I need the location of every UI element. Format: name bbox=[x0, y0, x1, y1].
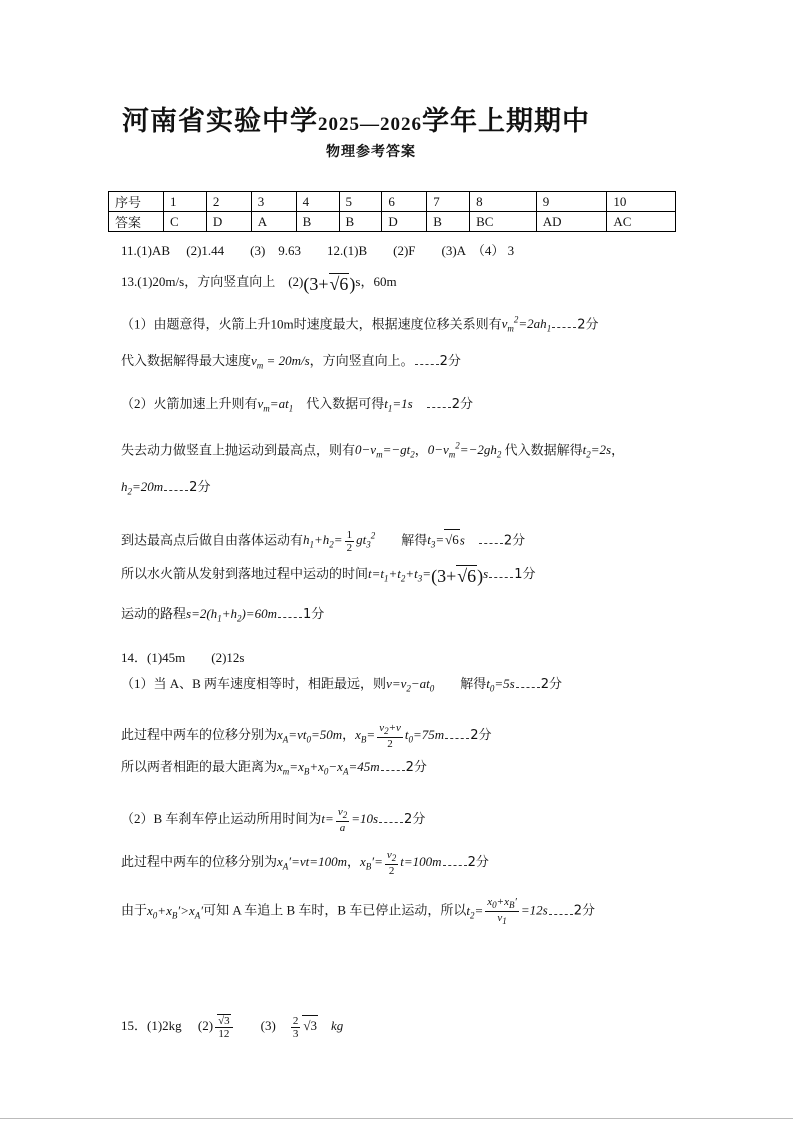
fraction: √ $\frac{3}{12}$ bbox=[215, 1014, 233, 1040]
title-school: 河南省实验中学 bbox=[122, 106, 318, 137]
table-cell: AC bbox=[607, 212, 676, 232]
solution-13-step4: 失去动力做竖直上抛运动到最高点，则有$0-v_m=-gt_2$，$0-v_m^2=-2gh_2$ 代入数据解得$t_2=2s$， bbox=[121, 441, 625, 460]
table-row-number bbox=[109, 192, 676, 212]
solution-14-step4: （2）B 车刹车停止运动所用时间为t= $\frac{v_2}{a}$ =10s 2分 bbox=[121, 806, 426, 835]
step-text: 到达最高点后做自由落体运动有 bbox=[121, 532, 304, 548]
table-cell: 2 bbox=[206, 192, 251, 212]
solution-14-step5: 此过程中两车的位移分别为$x_A'=vt=100m$，$x_B'=$ $\frac{v_2}{2}$ t=100m 2分 bbox=[121, 849, 489, 878]
step-text: 可知 A 车追上 B 车时，B 车已停止运动，所以 bbox=[203, 902, 467, 918]
q13-expr: (3+√ 6) bbox=[303, 274, 355, 294]
table-cell: 5 bbox=[339, 192, 382, 212]
answer-line-14: 14．(1)45m (2)12s bbox=[121, 650, 245, 665]
solution-14-step6: 由于$x_0+x_B'>x_A'$可知 A 车追上 B 车时，B 车已停止运动，所以$t_2=$ $\frac{x_0+x_B'}{v_1}$ =12s 2分 bbox=[121, 896, 595, 927]
page-subtitle: 物理参考答案 bbox=[326, 144, 416, 160]
step-text: 此过程中两车的位移分别为 bbox=[121, 854, 278, 870]
score-mark: 2分 bbox=[405, 760, 427, 775]
answer-line-11-12: 11.(1)AB (2)1.44 (3) 9.63 12.(1)B (2)F (3)A （4） 3 bbox=[121, 243, 515, 258]
table-cell: D bbox=[206, 212, 251, 232]
score-mark: 2分 bbox=[451, 397, 473, 412]
step-text: 此过程中两车的位移分别为 bbox=[121, 727, 278, 743]
step-text: 由于 bbox=[121, 902, 148, 918]
solution-13-step3: （2）火箭加速上升则有$v_m=at_1$ 代入数据可得$t_1=1s$ 2分 bbox=[121, 396, 473, 414]
solution-13-step2: 代入数据解得最大速度$v_m = 20m/s$，方向竖直向上。 2分 bbox=[121, 353, 461, 371]
table-cell: 9 bbox=[536, 192, 607, 212]
solution-13-step7: 所以水火箭从发射到落地过程中运动的时间$t=t_1+t_2+t_3=(3+√$ 6)s 1分 bbox=[121, 564, 535, 589]
table-cell: 7 bbox=[427, 192, 470, 212]
score-mark: 1分 bbox=[302, 607, 325, 622]
step-text: 运动的路程 bbox=[121, 606, 187, 621]
page-bottom-divider bbox=[0, 1118, 793, 1119]
fraction: $\frac{1}{2}$ bbox=[346, 528, 353, 554]
answer-table bbox=[108, 191, 676, 232]
score-mark: 2分 bbox=[470, 728, 492, 744]
step-text: 代入数据可得 bbox=[293, 396, 385, 411]
q13-text: 13.(1)20m/s，方向竖直向上 (2) bbox=[121, 274, 304, 289]
step-text: （2）火箭加速上升则有 bbox=[121, 396, 258, 411]
solution-14-step1: （1）当 A、B 两车速度相等时，相距最远，则$v=v_2-at_0$ 解得$t_0=5s$ 2分 bbox=[121, 676, 563, 694]
step-text: ，方向竖直向上。 bbox=[309, 353, 414, 368]
table-cell: 3 bbox=[251, 192, 296, 212]
step-text: 失去动力做竖直上抛运动到最高点，则有 bbox=[121, 442, 356, 458]
score-mark: 2分 bbox=[404, 812, 426, 828]
step-text: （2）B 车刹车停止运动所用时间为 bbox=[121, 811, 322, 827]
q15-unit: kg bbox=[330, 1017, 344, 1033]
table-cell: 6 bbox=[382, 192, 427, 212]
step-text: 解得 bbox=[434, 676, 487, 691]
step-text: （1）当 A、B 两车速度相等时，相距最远，则 bbox=[121, 676, 387, 691]
table-cell: B bbox=[339, 212, 382, 232]
step-text: （1）由题意得，火箭上升10m时速度最大，根据速度位移关系则有 bbox=[121, 316, 502, 332]
table-cell: BC bbox=[470, 212, 537, 232]
score-mark: 2分 bbox=[577, 317, 599, 333]
score-mark: 2分 bbox=[573, 903, 595, 919]
score-mark: 1分 bbox=[514, 567, 536, 582]
table-cell: 1 bbox=[164, 192, 207, 212]
score-mark: 2分 bbox=[189, 480, 211, 495]
solution-13-step1: （1）由题意得，火箭上升10m时速度最大，根据速度位移关系则有$v_m^2=2ah_1$ 2分 bbox=[121, 315, 599, 334]
step-text: 解得 bbox=[375, 532, 428, 548]
fraction: $\frac{x_0+x_B'}{v_1}$ bbox=[487, 896, 517, 927]
step-text: 代入数据解得最大速度 bbox=[121, 353, 252, 368]
solution-14-step2: 此过程中两车的位移分别为$x_A=vt_0=50m$，$x_B=$ $\frac{v_2+v}{2}$ $t_0=75m$ 2分 bbox=[121, 722, 492, 751]
solution-13-step5: $h_2=20m$ 2分 bbox=[121, 479, 211, 497]
fraction: $\frac{v_2+v}{2}$ bbox=[379, 722, 401, 751]
score-mark: 2分 bbox=[439, 354, 461, 369]
step-text: 所以两者相距的最大距离为 bbox=[121, 759, 278, 774]
fraction: $\frac{2}{3}$ bbox=[292, 1014, 299, 1040]
answer-line-15: 15．(1)2kg (2) √ $\frac{3}{12}$ (3) $\frac{2}{3}$ √ 3 kg bbox=[121, 1014, 343, 1040]
table-cell: 序号 bbox=[109, 192, 164, 212]
answer-line-13 bbox=[121, 272, 397, 294]
score-mark: 2分 bbox=[503, 533, 526, 549]
table-cell: B bbox=[427, 212, 470, 232]
table-cell: 答案 bbox=[109, 212, 164, 232]
page-title bbox=[122, 99, 590, 138]
solution-14-step3: 所以两者相距的最大距离为$x_m=x_B+x_0-x_A=45m$ 2分 bbox=[121, 759, 427, 777]
q13-tail: s，60m bbox=[355, 274, 397, 289]
fraction: $\frac{v_2}{2}$ bbox=[386, 849, 397, 878]
table-cell: D bbox=[382, 212, 427, 232]
table-cell: 8 bbox=[470, 192, 537, 212]
step-text: 所以水火箭从发射到落地过程中运动的时间 bbox=[121, 566, 369, 581]
table-cell: B bbox=[296, 212, 339, 232]
title-year: 2025—2026 bbox=[318, 114, 422, 135]
q15-text: 15．(1)2kg (2) bbox=[121, 1017, 214, 1033]
table-row-answer bbox=[109, 212, 676, 232]
solution-13-step8: 运动的路程$s=2(h_1+h_2)=60m$ 1分 bbox=[121, 606, 325, 624]
table-cell: C bbox=[164, 212, 207, 232]
q15-text: (3) bbox=[234, 1017, 276, 1033]
fraction: $\frac{v_2}{a}$ bbox=[337, 806, 348, 835]
solution-13-step6: 到达最高点后做自由落体运动有$h_1+h_2=$ $\frac{1}{2}$ $gt_3^2$ 解得$t_3=√$ 6s 2分 bbox=[121, 526, 525, 555]
score-mark: 2分 bbox=[540, 677, 563, 692]
table-cell: 10 bbox=[607, 192, 676, 212]
table-cell: 4 bbox=[296, 192, 339, 212]
table-cell: A bbox=[251, 212, 296, 232]
title-term: 学年上期期中 bbox=[422, 106, 590, 137]
step-text: 代入数据解得 bbox=[504, 442, 583, 458]
table-cell: AD bbox=[536, 212, 607, 232]
score-mark: 2分 bbox=[467, 855, 489, 871]
